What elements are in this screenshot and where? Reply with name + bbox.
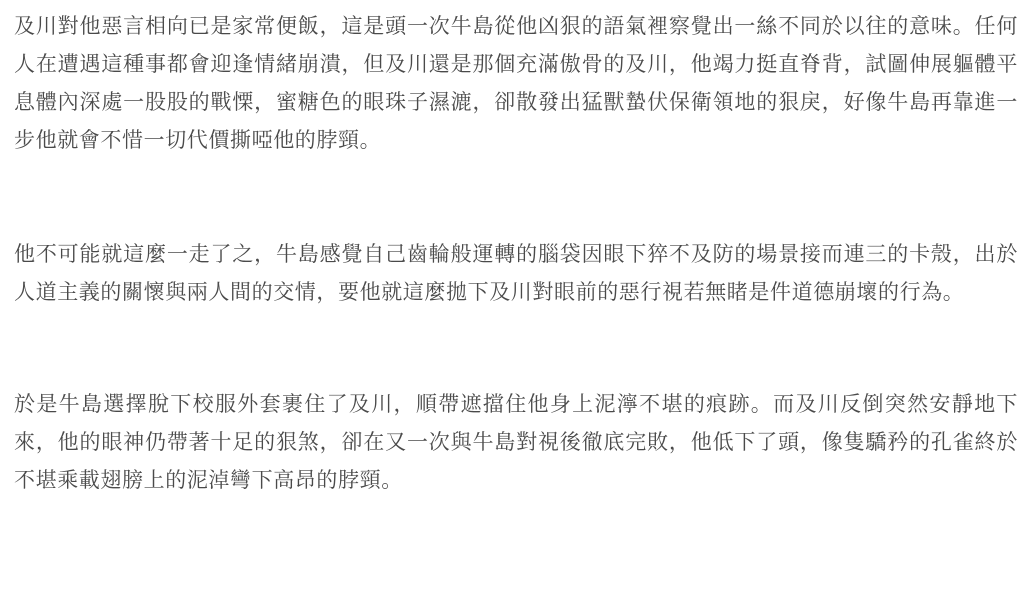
paragraph-3: 於是牛島選擇脫下校服外套裹住了及川，順帶遮擋住他身上泥濘不堪的痕跡。而及川反倒突然安靜地下來，他的眼神仍帶著十足的狠煞，卻在又一次與牛島對視後徹底完敗，他低下了頭，像隻驕矜的孔雀終於不堪乘載翅膀上的泥淖彎下高昂的脖頸。 (14, 393, 1018, 492)
paragraph-spacer (14, 160, 1018, 236)
paragraph-spacer (14, 312, 1018, 386)
paragraph-1: 及川對他惡言相向已是家常便飯，這是頭一次牛島從他凶狠的語氣裡察覺出一絲不同於以往的意味。任何人在遭遇這種事都會迎逢情緒崩潰，但及川還是那個充滿傲骨的及川，他竭力挺直脊背，試圖伸展軀體平息體內深處一股股的戰慄，蜜糖色的眼珠子濕漉，卻散發出猛獸蟄伏保衛領地的狠戾，好像牛島再靠進一步他就會不惜一切代價撕啞他的脖頸。 (14, 15, 1018, 152)
paragraph-2: 他不可能就這麼一走了之，牛島感覺自己齒輪般運轉的腦袋因眼下猝不及防的場景接而連三的卡殼，出於人道主義的關懷與兩人間的交情，要他就這麼拋下及川對眼前的惡行視若無睹是件道德崩壞的行為。 (14, 243, 1018, 304)
